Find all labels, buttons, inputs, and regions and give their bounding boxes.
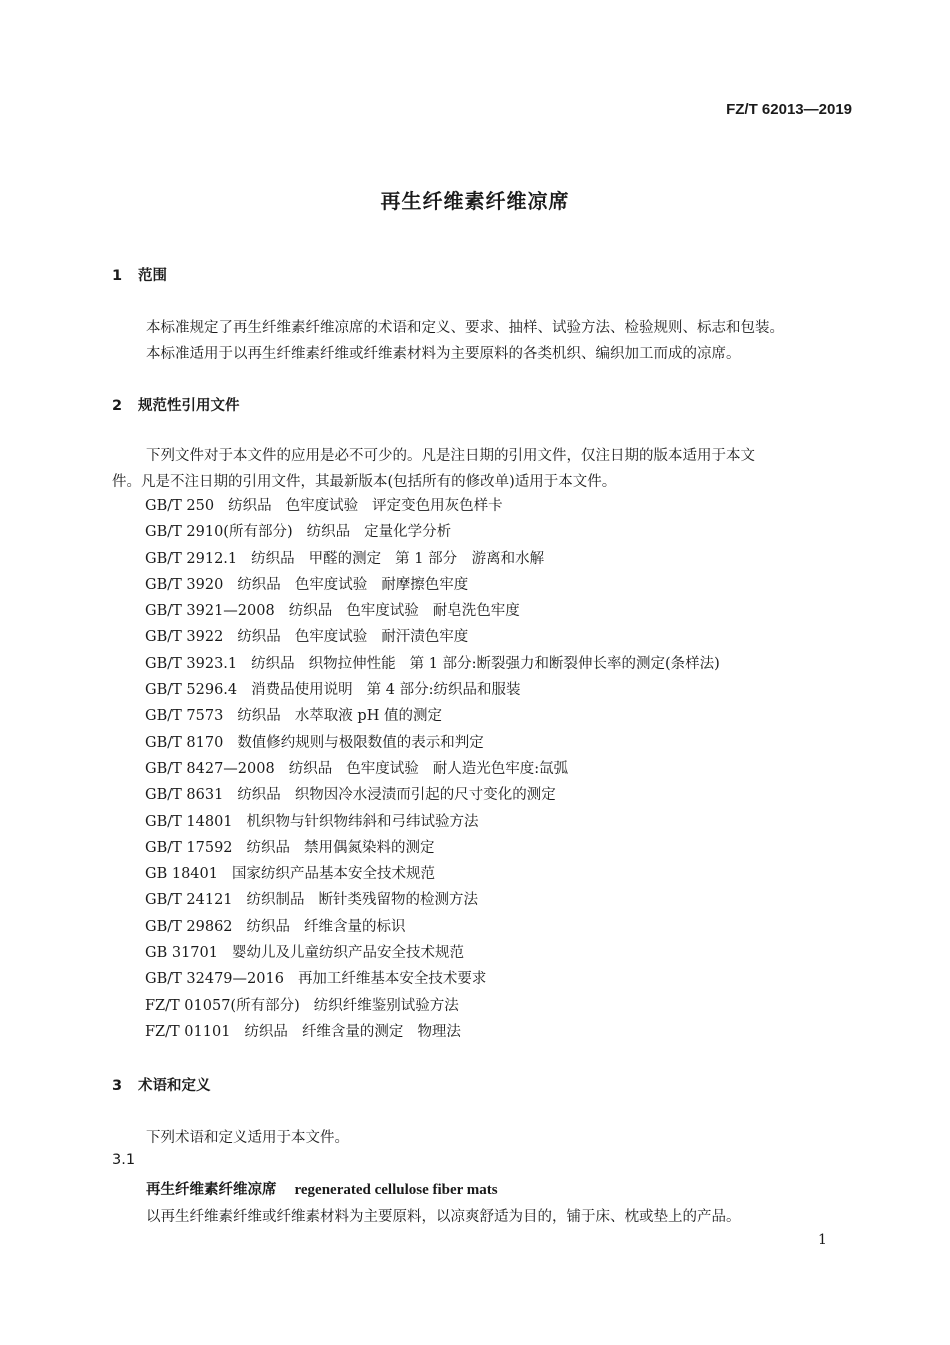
reference-item bbox=[145, 835, 720, 861]
reference-title-part: 耐汗渍色牢度 bbox=[381, 629, 469, 646]
reference-title-part: 断针类残留物的检测方法 bbox=[318, 892, 479, 909]
reference-title-part: 第 1 部分:断裂强力和断裂伸长率的测定(条样法) bbox=[409, 655, 720, 672]
reference-item bbox=[145, 703, 720, 729]
reference-item bbox=[145, 519, 720, 545]
reference-title-part: 纤维含量的测定 bbox=[301, 1023, 404, 1040]
section-1-number: 1 bbox=[112, 268, 123, 284]
reference-title-part: 耐人造光色牢度:氙弧 bbox=[432, 760, 569, 777]
reference-code: GB/T 8631 bbox=[145, 787, 224, 804]
section-3-intro: 下列术语和定义适用于本文件。 bbox=[146, 1130, 349, 1146]
term-english: regenerated cellulose fiber mats bbox=[294, 1182, 498, 1198]
reference-title-part: 消费品使用说明 bbox=[251, 682, 353, 699]
reference-code: GB/T 3921—2008 bbox=[145, 603, 275, 620]
reference-title-part: 物理法 bbox=[417, 1023, 461, 1040]
section-2-number: 2 bbox=[112, 398, 123, 414]
normative-references-list bbox=[145, 493, 720, 1045]
section-1-heading bbox=[112, 264, 167, 285]
reference-title-part: 数值修约规则与极限数值的表示和判定 bbox=[237, 734, 484, 751]
reference-item bbox=[145, 493, 720, 519]
reference-title-part: 定量化学分析 bbox=[364, 524, 452, 541]
reference-title-part: 机织物与针织物纬斜和弓纬试验方法 bbox=[246, 813, 479, 830]
term-definition: 以再生纤维素纤维或纤维素材料为主要原料，以凉爽舒适为目的，铺于床、枕或垫上的产品。 bbox=[146, 1209, 741, 1225]
reference-code: FZ/T 01057(所有部分) bbox=[145, 997, 300, 1014]
term-entry bbox=[146, 1178, 498, 1199]
term-number: 3.1 bbox=[112, 1152, 136, 1168]
reference-title-part: 纺织纤维鉴别试验方法 bbox=[313, 997, 459, 1014]
section-2-intro-line-1: 下列文件对于本文件的应用是必不可少的。凡是注日期的引用文件，仅注日期的版本适用于本文 bbox=[146, 448, 755, 464]
section-3-number: 3 bbox=[112, 1078, 123, 1094]
reference-code: GB/T 5296.4 bbox=[145, 682, 238, 699]
reference-title-part: 纺织品 bbox=[246, 918, 291, 935]
reference-item bbox=[145, 887, 720, 913]
section-3-title: 术语和定义 bbox=[138, 1078, 211, 1094]
reference-title-part: 禁用偶氮染料的测定 bbox=[304, 839, 435, 856]
reference-title-part: 第 1 部分 游离和水解 bbox=[395, 550, 545, 567]
document-title: 再生纤维素纤维凉席 bbox=[380, 189, 570, 213]
reference-title-part: 甲醛的测定 bbox=[308, 550, 382, 567]
reference-title-part: 纺织品 bbox=[288, 603, 333, 620]
reference-title-part: 色牢度试验 bbox=[294, 629, 368, 646]
reference-code: GB/T 2912.1 bbox=[145, 550, 238, 567]
reference-item bbox=[145, 572, 720, 598]
reference-item bbox=[145, 993, 720, 1019]
reference-code: GB/T 3922 bbox=[145, 629, 224, 646]
reference-item bbox=[145, 546, 720, 572]
reference-item bbox=[145, 809, 720, 835]
reference-code: GB 31701 bbox=[145, 945, 218, 962]
section-2-title: 规范性引用文件 bbox=[138, 398, 240, 414]
reference-title-part: 色牢度试验 bbox=[285, 498, 359, 514]
reference-title-part: 评定变色用灰色样卡 bbox=[372, 498, 503, 514]
reference-title-part: 水萃取液 pH 值的测定 bbox=[294, 708, 442, 725]
reference-item bbox=[145, 677, 720, 703]
reference-code: GB/T 3923.1 bbox=[145, 655, 238, 672]
reference-title-part: 纺织品 bbox=[228, 498, 272, 514]
standard-code: FZ/T 62013—2019 bbox=[726, 101, 852, 118]
reference-title-part: 纺织品 bbox=[237, 708, 281, 725]
reference-item bbox=[145, 651, 720, 677]
term-chinese: 再生纤维素纤维凉席 bbox=[146, 1182, 277, 1198]
section-1-title: 范围 bbox=[138, 268, 167, 284]
reference-title-part: 纺织制品 bbox=[246, 892, 305, 909]
reference-title-part: 织物因冷水浸渍而引起的尺寸变化的测定 bbox=[294, 787, 556, 804]
reference-title-part: 织物拉伸性能 bbox=[308, 655, 396, 672]
reference-title-part: 纺织品 bbox=[251, 655, 295, 672]
reference-code: GB/T 7573 bbox=[145, 708, 224, 725]
reference-item bbox=[145, 730, 720, 756]
reference-code: FZ/T 01101 bbox=[145, 1023, 231, 1040]
page-number: 1 bbox=[818, 1232, 827, 1248]
reference-title-part: 纺织品 bbox=[237, 576, 281, 593]
reference-title-part: 纺织品 bbox=[288, 760, 333, 777]
reference-title-part: 国家纺织产品基本安全技术规范 bbox=[231, 866, 435, 883]
reference-item bbox=[145, 624, 720, 650]
reference-title-part: 色牢度试验 bbox=[346, 760, 419, 777]
reference-title-part: 再加工纤维基本安全技术要求 bbox=[297, 971, 487, 988]
reference-code: GB/T 17592 bbox=[145, 839, 233, 856]
section-1-paragraph-1: 本标准规定了再生纤维素纤维凉席的术语和定义、要求、抽样、试验方法、检验规则、标志和包装。 bbox=[146, 320, 784, 336]
reference-title-part: 纺织品 bbox=[237, 787, 281, 804]
reference-code: GB/T 32479—2016 bbox=[145, 971, 284, 988]
reference-item bbox=[145, 598, 720, 624]
reference-item bbox=[145, 1019, 720, 1045]
reference-code: GB/T 250 bbox=[145, 498, 215, 514]
reference-code: GB/T 3920 bbox=[145, 576, 224, 593]
reference-title-part: 纺织品 bbox=[306, 524, 351, 541]
reference-title-part: 第 4 部分:纺织品和服装 bbox=[366, 682, 521, 699]
reference-title-part: 纺织品 bbox=[246, 839, 291, 856]
reference-item bbox=[145, 940, 720, 966]
reference-item bbox=[145, 914, 720, 940]
reference-item bbox=[145, 756, 720, 782]
section-2-heading bbox=[112, 394, 240, 415]
reference-code: GB/T 8427—2008 bbox=[145, 760, 275, 777]
reference-title-part: 耐皂洗色牢度 bbox=[432, 603, 520, 620]
reference-item bbox=[145, 861, 720, 887]
reference-title-part: 婴幼儿及儿童纺织产品安全技术规范 bbox=[231, 945, 464, 962]
reference-title-part: 色牢度试验 bbox=[294, 576, 368, 593]
reference-item bbox=[145, 966, 720, 992]
reference-title-part: 纺织品 bbox=[237, 629, 281, 646]
reference-code: GB/T 8170 bbox=[145, 734, 224, 751]
reference-title-part: 纤维含量的标识 bbox=[304, 918, 406, 935]
section-3-heading bbox=[112, 1074, 211, 1095]
section-1-paragraph-2: 本标准适用于以再生纤维素纤维或纤维素材料为主要原料的各类机织、编织加工而成的凉席。 bbox=[146, 346, 741, 362]
reference-title-part: 纺织品 bbox=[251, 550, 295, 567]
reference-code: GB 18401 bbox=[145, 866, 218, 883]
reference-title-part: 纺织品 bbox=[244, 1023, 288, 1040]
section-2-intro-line-2: 件。凡是不注日期的引用文件，其最新版本(包括所有的修改单)适用于本文件。 bbox=[112, 474, 617, 490]
reference-item bbox=[145, 782, 720, 808]
reference-code: GB/T 2910(所有部分) bbox=[145, 524, 293, 541]
reference-code: GB/T 24121 bbox=[145, 892, 233, 909]
reference-code: GB/T 14801 bbox=[145, 813, 233, 830]
reference-code: GB/T 29862 bbox=[145, 918, 233, 935]
reference-title-part: 耐摩擦色牢度 bbox=[381, 576, 469, 593]
reference-title-part: 色牢度试验 bbox=[346, 603, 419, 620]
